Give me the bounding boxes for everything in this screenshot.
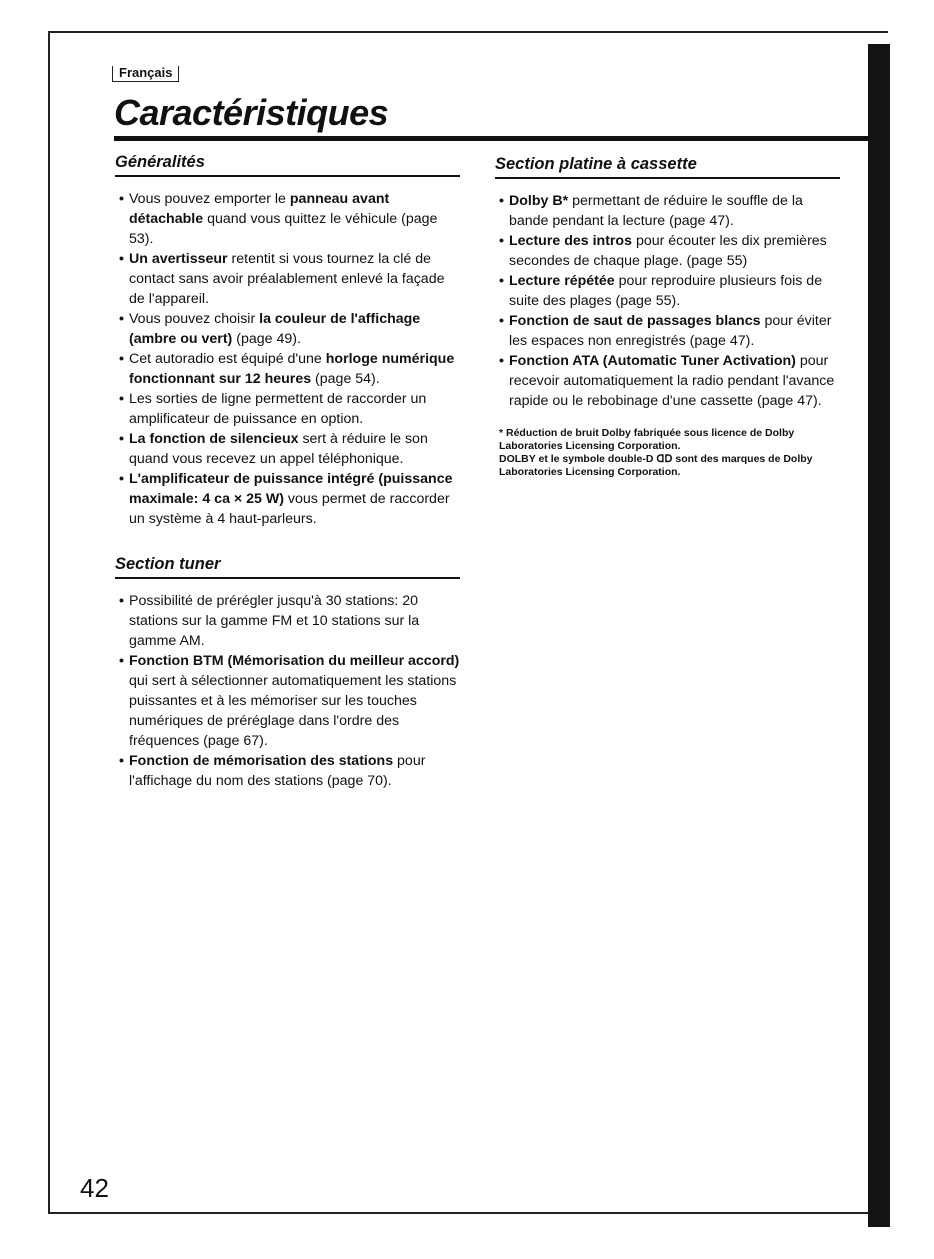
feature-text-post: (page 49). — [232, 331, 301, 347]
feature-text-post: qui sert à sélectionner automatiquement les stations puissantes et à les mémoriser sur les touches numériques de préréglage dans l'ordre des fréquences (page 67). — [129, 673, 457, 749]
feature-item — [115, 469, 460, 529]
page-frame-bottom — [48, 1212, 888, 1214]
feature-text-bold: Fonction ATA (Automatic Tuner Activation) — [509, 353, 796, 369]
feature-item — [115, 389, 460, 429]
tuner-section — [115, 555, 460, 791]
feature-text-bold: Un avertisseur — [129, 251, 228, 267]
generalites-heading: Généralités — [115, 153, 460, 177]
feature-item — [115, 429, 460, 469]
feature-text-bold: panneau avant détachable — [129, 191, 390, 227]
feature-text-bold: Lecture des intros — [509, 233, 632, 249]
feature-text-bold: L'amplificateur de puissance intégré (puissance maximale: 4 ca × 25 W) — [129, 471, 453, 507]
feature-item — [115, 249, 460, 309]
feature-text-pre: Vous pouvez emporter le — [129, 191, 290, 207]
feature-text-bold: Fonction de saut de passages blancs — [509, 313, 761, 329]
footnote-line-2: DOLBY et le symbole double-D ᗡᗞ sont des marques de Dolby Laboratories Licensing Corporation. — [499, 453, 813, 478]
right-column — [495, 155, 840, 479]
feature-text-post: quand vous quittez le véhicule (page 53). — [129, 211, 438, 247]
left-column — [115, 153, 460, 791]
feature-text-pre: Cet autoradio est équipé d'une — [129, 351, 326, 367]
feature-item — [115, 349, 460, 389]
feature-text-bold: la couleur de l'affichage (ambre ou vert) — [129, 311, 421, 347]
feature-text-post: pour recevoir automatiquement la radio pendant l'avance rapide ou le rebobinage d'une cassette (page 47). — [509, 353, 835, 409]
feature-text-bold: horloge numérique fonctionnant sur 12 heures — [129, 351, 455, 387]
feature-text-post: permettant de réduire le souffle de la bande pendant la lecture (page 47). — [509, 193, 803, 229]
tuner-list — [115, 591, 460, 791]
page-number: 42 — [80, 1173, 109, 1203]
feature-text-post: (page 54). — [311, 371, 380, 387]
feature-text-post: retentit si vous tournez la clé de contact sans avoir préalablement enlevé la façade de l'appareil. — [129, 251, 445, 307]
feature-item — [115, 309, 460, 349]
feature-item — [495, 271, 840, 311]
title-rule — [114, 136, 870, 141]
page-frame-top — [48, 31, 888, 33]
feature-text-pre: Possibilité de prérégler jusqu'à 30 stations: 20 stations sur la gamme FM et 10 stations sur la gamme AM. — [129, 593, 420, 649]
language-tag: Français — [112, 66, 179, 82]
feature-text-post: pour reproduire plusieurs fois de suite des plages (page 55). — [509, 273, 823, 309]
feature-text-post: pour écouter les dix premières secondes de chaque plage. (page 55) — [509, 233, 827, 269]
dolby-footnote — [495, 427, 840, 479]
footnote-line-1: * Réduction de bruit Dolby fabriquée sous licence de Dolby Laboratories Licensing Corporation. — [499, 427, 795, 452]
tuner-heading: Section tuner — [115, 555, 460, 579]
feature-text-post: vous permet de raccorder un système à 4 haut-parleurs. — [129, 491, 450, 527]
feature-text-pre: Vous pouvez choisir — [129, 311, 260, 327]
cassette-list — [495, 191, 840, 411]
generalites-section — [115, 153, 460, 529]
feature-item — [115, 189, 460, 249]
feature-item — [495, 191, 840, 231]
feature-text-pre: Les sorties de ligne permettent de raccorder un amplificateur de puissance en option. — [129, 391, 427, 427]
page-edge-bar — [868, 44, 890, 1227]
page-title: Caractéristiques — [114, 92, 389, 133]
feature-text-post: pour l'affichage du nom des stations (page 70). — [129, 753, 426, 789]
feature-item — [495, 311, 840, 351]
feature-item — [495, 351, 840, 411]
cassette-heading: Section platine à cassette — [495, 155, 840, 179]
page-frame-left — [48, 31, 50, 1214]
feature-text-bold: Lecture répétée — [509, 273, 615, 289]
feature-text-bold: Fonction de mémorisation des stations — [129, 753, 394, 769]
generalites-list — [115, 189, 460, 529]
cassette-section — [495, 155, 840, 479]
feature-item — [115, 751, 460, 791]
feature-text-bold: La fonction de silencieux — [129, 431, 299, 447]
feature-text-bold: Fonction BTM (Mémorisation du meilleur accord) — [129, 653, 460, 669]
feature-item — [115, 651, 460, 751]
feature-item — [495, 231, 840, 271]
feature-text-bold: Dolby B* — [509, 193, 569, 209]
feature-text-post: pour éviter les espaces non enregistrés (page 47). — [509, 313, 832, 349]
feature-item — [115, 591, 460, 651]
feature-text-post: sert à réduire le son quand vous recevez un appel téléphonique. — [129, 431, 428, 467]
